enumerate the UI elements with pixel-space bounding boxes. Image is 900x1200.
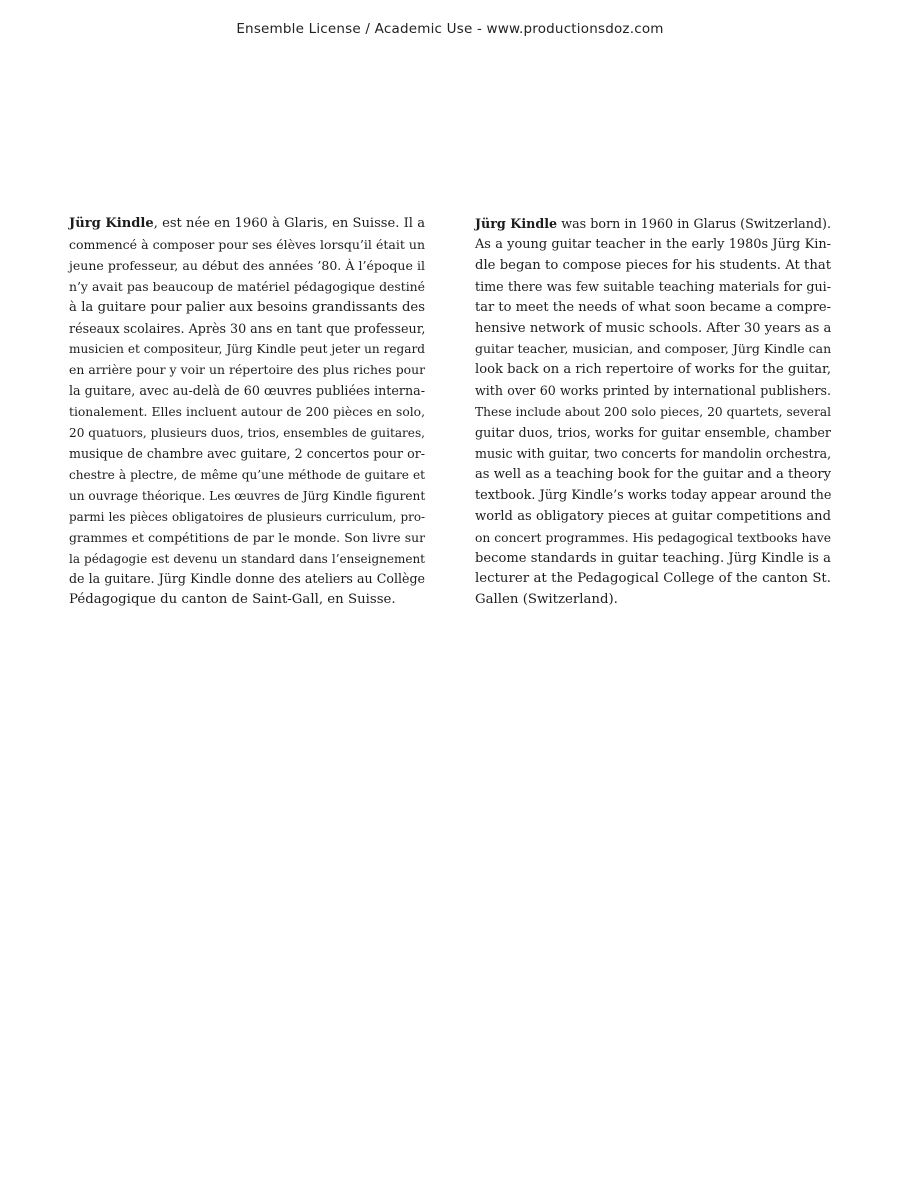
bio-line: musique de chambre avec guitare, 2 concertos pour or- <box>69 445 425 461</box>
bio-line: la guitare, avec au-delà de 60 œuvres publiées interna- <box>69 383 425 399</box>
bio-line: 20 quatuors, plusieurs duos, trios, ensembles de guitares, <box>69 426 426 441</box>
composer-name: Jürg Kindle <box>69 216 154 231</box>
bio-line: tionalement. Elles incluent autour de 200 pièces en solo, <box>69 405 425 420</box>
bio-line: à la guitare pour palier aux besoins grandissants des <box>69 299 425 315</box>
bio-line: hensive network of music schools. After 30 years as a <box>475 320 832 336</box>
bio-line: Jürg Kindle, est née en 1960 à Glaris, en Suisse. Il a <box>69 216 425 231</box>
bio-line: commencé à composer pour ses élèves lorsqu’il était un <box>69 236 425 252</box>
bio-line: on concert programmes. His pedagogical textbooks have <box>475 530 831 545</box>
bio-line: guitar duos, trios, works for guitar ensemble, chamber <box>475 425 831 441</box>
bio-line: lecturer at the Pedagogical College of the canton St. <box>475 571 831 587</box>
bio-line: chestre à plectre, de même qu’une méthode de guitare et <box>69 467 425 482</box>
biography-french <box>69 214 425 611</box>
bio-line: Gallen (Switzerland). <box>475 592 618 608</box>
bio-line: Pédagogique du canton de Saint-Gall, en Suisse. <box>69 592 396 608</box>
bio-line: with over 60 works printed by international publishers. <box>475 383 831 399</box>
biography-english <box>475 214 831 611</box>
bio-line: de la guitare. Jürg Kindle donne des ateliers au Collège <box>69 571 425 587</box>
bio-line: as well as a teaching book for the guitar and a theory <box>475 466 831 482</box>
license-header: Ensemble License / Academic Use - www.productionsdoz.com <box>236 21 664 37</box>
bio-line: parmi les pièces obligatoires de plusieurs curriculum, pro- <box>69 509 425 524</box>
bio-line: un ouvrage théorique. Les œuvres de Jürg Kindle figurent <box>69 488 426 503</box>
bio-line: look back on a rich repertoire of works for the guitar, <box>475 362 831 378</box>
composer-name: Jürg Kindle <box>475 216 558 231</box>
bio-line: As a young guitar teacher in the early 1980s Jürg Kin- <box>475 236 831 252</box>
bio-line: tar to meet the needs of what soon became a compre- <box>475 299 831 315</box>
bio-line: time there was few suitable teaching materials for gui- <box>475 278 831 294</box>
bio-line: musicien et compositeur, Jürg Kindle peut jeter un regard <box>69 342 425 357</box>
bio-line: world as obligatory pieces at guitar competitions and <box>475 508 831 524</box>
bio-line: n’y avait pas beaucoup de matériel pédagogique destiné <box>69 278 425 294</box>
bio-line: jeune professeur, au début des années ’80. À l’époque il <box>69 257 425 273</box>
bio-line: dle began to compose pieces for his students. At that <box>475 257 831 273</box>
bio-line: grammes et compétitions de par le monde. Son livre sur <box>69 529 425 545</box>
bio-line: en arrière pour y voir un répertoire des plus riches pour <box>69 362 425 378</box>
bio-line: réseaux scolaires. Après 30 ans en tant que professeur, <box>69 320 426 336</box>
bio-line: guitar teacher, musician, and composer, Jürg Kindle can <box>475 341 832 357</box>
bio-line: music with guitar, two concerts for mandolin orchestra, <box>475 445 832 461</box>
bio-line: These include about 200 solo pieces, 20 quartets, several <box>475 405 831 420</box>
bio-line: textbook. Jürg Kindle’s works today appear around the <box>475 487 832 503</box>
bio-line: Jürg Kindle was born in 1960 in Glarus (Switzerland). <box>475 216 831 231</box>
bio-line: become standards in guitar teaching. Jürg Kindle is a <box>475 550 831 566</box>
bio-line: la pédagogie est devenu un standard dans l’enseignement <box>69 551 425 566</box>
